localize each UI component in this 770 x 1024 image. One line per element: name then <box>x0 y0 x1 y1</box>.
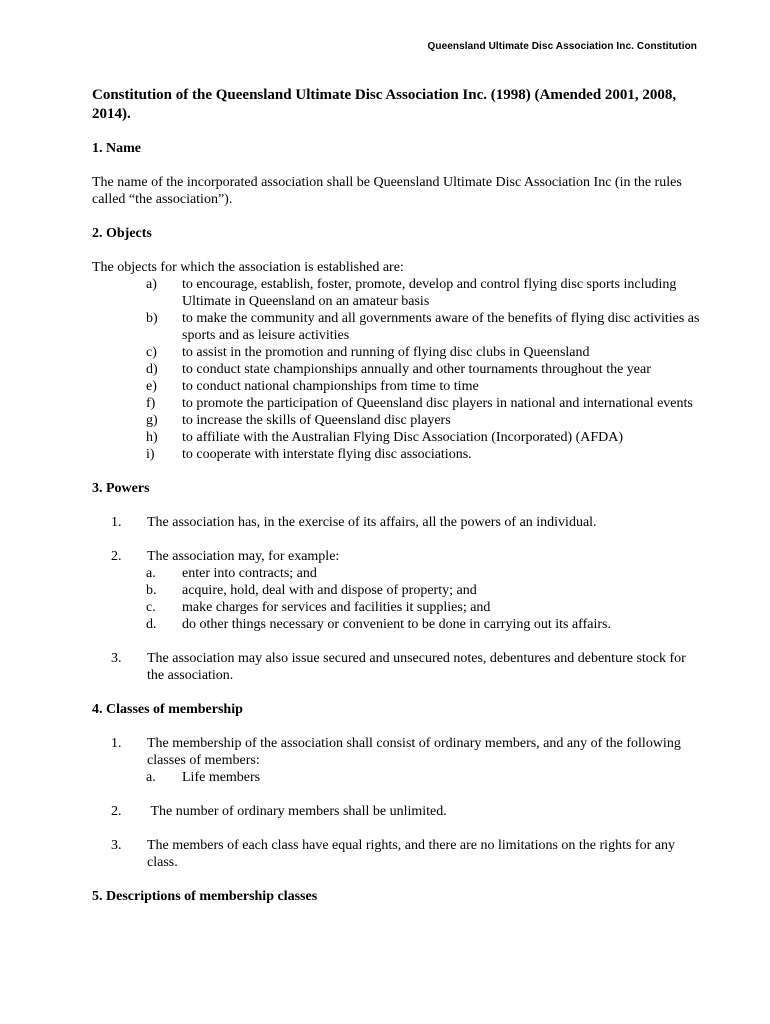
numbered-paragraph <box>92 548 702 565</box>
paragraph-text: The association has, in the exercise of its affairs, all the powers of an individual. <box>147 515 597 530</box>
list-item <box>92 344 702 361</box>
list-item-label: i) <box>146 447 155 462</box>
list-item-text: make charges for services and facilities it supplies; and <box>182 600 491 615</box>
list-item-text: enter into contracts; and <box>182 566 317 581</box>
paragraph-number: 1. <box>111 515 122 530</box>
section-heading-powers: 3. Powers <box>92 481 150 496</box>
numbered-paragraph <box>92 514 702 531</box>
list-item <box>92 310 702 344</box>
document-page <box>92 86 702 905</box>
list-item-label: b) <box>146 311 158 326</box>
list-item <box>92 361 702 378</box>
numbered-paragraph <box>92 837 702 871</box>
paragraph-text: The association may also issue secured and unsecured notes, debentures and debenture stock for the association. <box>147 651 686 683</box>
section-heading-classes: 4. Classes of membership <box>92 702 243 717</box>
list-item-text: to conduct state championships annually and other tournaments throughout the year <box>182 362 651 377</box>
list-item <box>92 412 702 429</box>
list-item-label: f) <box>146 396 156 411</box>
objects-list <box>92 276 702 463</box>
list-item-label: e) <box>146 379 157 394</box>
list-item <box>92 446 702 463</box>
list-item-text: Life members <box>182 770 261 785</box>
paragraph-number: 2. <box>111 549 122 564</box>
list-item-label: g) <box>146 413 158 428</box>
section-heading-objects: 2. Objects <box>92 226 152 241</box>
list-item-text: to cooperate with interstate flying disc associations. <box>182 447 472 462</box>
numbered-paragraph <box>92 735 702 769</box>
paragraph-number: 1. <box>111 736 122 751</box>
list-item-label: d. <box>146 617 157 632</box>
list-item <box>92 565 702 582</box>
list-item-label: a. <box>146 770 156 785</box>
paragraph-number: 3. <box>111 651 122 666</box>
numbered-paragraph <box>92 803 702 820</box>
list-item-label: c. <box>146 600 156 615</box>
document-title: Constitution of the Queensland Ultimate Disc Association Inc. (1998) (Amended 2001, 2008, 2014). <box>92 87 677 122</box>
list-item-text: to encourage, establish, foster, promote, develop and control flying disc sports including Ultimate in Queensland on an amateur basis <box>182 277 677 309</box>
numbered-paragraph <box>92 650 702 684</box>
list-item-text: to assist in the promotion and running of flying disc clubs in Queensland <box>182 345 590 360</box>
paragraph-text: The number of ordinary members shall be unlimited. <box>147 804 447 819</box>
list-item-label: c) <box>146 345 157 360</box>
objects-intro: The objects for which the association is established are: <box>92 260 404 275</box>
list-item-label: d) <box>146 362 158 377</box>
paragraph-number: 2. <box>111 804 122 819</box>
paragraph-text: The association may, for example: <box>147 549 340 564</box>
list-item <box>92 769 702 786</box>
list-item-text: do other things necessary or convenient to be done in carrying out its affairs. <box>182 617 611 632</box>
list-item-label: h) <box>146 430 158 445</box>
list-item-text: to affiliate with the Australian Flying Disc Association (Incorporated) (AFDA) <box>182 430 624 445</box>
section-heading-name: 1. Name <box>92 141 141 156</box>
running-header: Queensland Ultimate Disc Association Inc. Constitution <box>427 41 697 52</box>
list-item-text: to make the community and all governments aware of the benefits of flying disc activities as sports and as leisure activities <box>182 311 700 343</box>
list-item <box>92 429 702 446</box>
list-item <box>92 395 702 412</box>
paragraph-text: The members of each class have equal rights, and there are no limitations on the rights for any class. <box>147 838 675 870</box>
list-item <box>92 276 702 310</box>
list-item <box>92 378 702 395</box>
paragraph-text: The membership of the association shall consist of ordinary members, and any of the following classes of members: <box>147 736 681 768</box>
list-item-label: b. <box>146 583 157 598</box>
list-item <box>92 582 702 599</box>
list-item-text: to increase the skills of Queensland disc players <box>182 413 451 428</box>
list-item-label: a) <box>146 277 157 292</box>
list-item-label: a. <box>146 566 156 581</box>
list-item-text: to conduct national championships from time to time <box>182 379 479 394</box>
list-item <box>92 616 702 633</box>
name-paragraph: The name of the incorporated association shall be Queensland Ultimate Disc Association Inc (in the rules called “the association”). <box>92 175 682 207</box>
section-heading-descriptions: 5. Descriptions of membership classes <box>92 889 318 904</box>
paragraph-number: 3. <box>111 838 122 853</box>
list-item-text: acquire, hold, deal with and dispose of property; and <box>182 583 477 598</box>
list-item-text: to promote the participation of Queensland disc players in national and international events <box>182 396 693 411</box>
list-item <box>92 599 702 616</box>
